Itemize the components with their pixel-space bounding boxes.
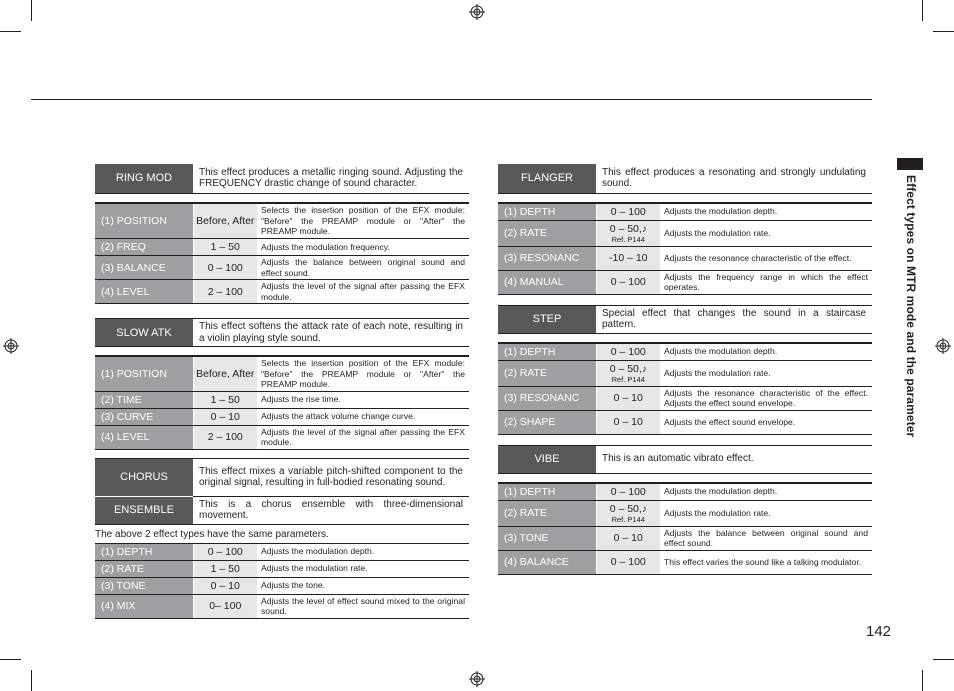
param-description: This effect varies the sound like a talking modulator. — [660, 550, 872, 574]
vibe-table — [498, 445, 872, 575]
chorus-table — [95, 458, 469, 525]
param-range: 0 – 100 — [596, 550, 660, 574]
param-description: Adjusts the tone. — [257, 577, 469, 594]
param-range: 0 – 100 — [596, 483, 660, 501]
page-reference: Ref. P144 — [611, 374, 645, 384]
param-name: (1) DEPTH — [95, 544, 193, 561]
registration-mark-icon — [935, 338, 951, 354]
param-name: (3) CURVE — [95, 408, 193, 425]
param-description: Adjusts the level of the signal after passing the EFX module. — [257, 280, 469, 304]
param-range: 0 – 10 — [596, 410, 660, 434]
effect-description: This effect softens the attack rate of each note, resulting in a violin playing style sound. — [193, 319, 469, 347]
param-range: 0 – 100 — [193, 544, 257, 561]
param-description: Adjusts the modulation rate. — [660, 500, 872, 526]
param-description: Adjusts the modulation depth. — [660, 343, 872, 361]
section-title: Effect types on MTR mode and the parameter — [904, 175, 918, 438]
param-range: 2 – 100 — [193, 280, 257, 304]
param-range: Before, After — [193, 203, 257, 239]
param-name: (3) RESONANC — [498, 246, 596, 270]
param-range: 0 – 100 — [193, 256, 257, 280]
param-range: -10 – 10 — [596, 246, 660, 270]
param-description: Adjusts the level of the signal after passing the EFX module. — [257, 425, 469, 449]
param-description: Adjusts the modulation frequency. — [257, 239, 469, 256]
param-name: (4) MANUAL — [498, 270, 596, 294]
step-table — [498, 305, 872, 435]
effect-name: STEP — [498, 305, 596, 333]
eighth-note-icon: ♪ — [641, 223, 647, 235]
param-name: (4) BALANCE — [498, 550, 596, 574]
param-name: (3) RESONANC — [498, 386, 596, 410]
param-description: Selects the insertion position of the EFX module: "Before" the PREAMP module or "After" the PREAMP module. — [257, 356, 469, 391]
param-name: (2) RATE — [498, 360, 596, 386]
range-value: 0 – 50, — [609, 502, 642, 515]
param-range: 0 – 100 — [596, 270, 660, 294]
param-range: 1 – 50 — [193, 560, 257, 577]
param-description: Adjusts the balance between original sound and effect sound. — [257, 256, 469, 280]
param-name: (4) MIX — [95, 594, 193, 618]
effect-description: Special effect that changes the sound in a staircase pattern. — [596, 305, 872, 333]
flanger-table — [498, 164, 872, 295]
page-number: 142 — [866, 623, 892, 640]
param-range — [596, 220, 660, 246]
crop-mark — [922, 670, 923, 691]
page-reference: Ref. P144 — [611, 234, 645, 244]
param-description: Adjusts the modulation rate. — [660, 360, 872, 386]
effect-name: SLOW ATK — [95, 319, 193, 347]
param-range: 0 – 10 — [596, 526, 660, 550]
param-name: (2) RATE — [95, 560, 193, 577]
chorus-params-table — [95, 544, 469, 619]
param-description: Adjusts the rise time. — [257, 391, 469, 408]
param-name: (2) FREQ — [95, 239, 193, 256]
param-range: Before, After — [193, 356, 257, 391]
param-name: (2) SHAPE — [498, 410, 596, 434]
crop-mark — [933, 659, 954, 660]
param-name: (1) POSITION — [95, 203, 193, 239]
effect-name: ENSEMBLE — [95, 496, 193, 524]
param-range: 2 – 100 — [193, 425, 257, 449]
effect-name: RING MOD — [95, 164, 193, 193]
shared-parameters-note: The above 2 effect types have the same parameters. — [95, 525, 469, 544]
param-name: (4) LEVEL — [95, 280, 193, 304]
crop-mark — [31, 670, 32, 691]
param-range: 0 – 10 — [193, 577, 257, 594]
crop-mark — [0, 31, 21, 32]
param-description: Adjusts the modulation depth. — [660, 203, 872, 221]
section-tab — [897, 158, 923, 170]
registration-mark-icon — [469, 4, 485, 20]
param-name: (1) DEPTH — [498, 203, 596, 221]
param-range: 1 – 50 — [193, 239, 257, 256]
param-description: Selects the insertion position of the EFX module: "Before" the PREAMP module or "After" the PREAMP module. — [257, 203, 469, 239]
effect-name: FLANGER — [498, 164, 596, 193]
eighth-note-icon: ♪ — [641, 503, 647, 515]
param-range: 1 – 50 — [193, 391, 257, 408]
range-value: 0 – 50, — [609, 222, 642, 235]
crop-mark — [31, 0, 32, 21]
param-description: Adjusts the level of effect sound mixed to the original sound. — [257, 594, 469, 618]
param-description: Adjusts the resonance characteristic of the effect. — [660, 246, 872, 270]
param-name: (2) RATE — [498, 220, 596, 246]
param-range — [596, 500, 660, 526]
param-name: (1) DEPTH — [498, 343, 596, 361]
param-description: Adjusts the effect sound envelope. — [660, 410, 872, 434]
ring-mod-table — [95, 164, 469, 304]
effect-description: This effect produces a metallic ringing sound. Adjusting the FREQUENCY drastic change of sound character. — [193, 164, 469, 193]
param-name: (2) TIME — [95, 391, 193, 408]
right-column — [498, 164, 872, 575]
effect-description: This effect produces a resonating and strongly undulating sound. — [596, 164, 872, 193]
effect-description: This effect mixes a variable pitch-shifted component to the original signal, resulting in full-bodied resonating sound. — [193, 458, 469, 496]
param-range: 0 – 10 — [193, 408, 257, 425]
param-description: Adjusts the modulation depth. — [660, 483, 872, 501]
left-column — [95, 164, 469, 619]
effect-description: This is an automatic vibrato effect. — [596, 445, 872, 473]
header-rule — [31, 99, 872, 100]
param-name: (4) LEVEL — [95, 425, 193, 449]
crop-mark — [922, 0, 923, 21]
param-range: 0 – 10 — [596, 386, 660, 410]
registration-mark-icon — [3, 338, 19, 354]
eighth-note-icon: ♪ — [641, 363, 647, 375]
effect-name: CHORUS — [95, 458, 193, 496]
param-name: (3) TONE — [95, 577, 193, 594]
registration-mark-icon — [469, 671, 485, 687]
param-range: 0– 100 — [193, 594, 257, 618]
range-value: 0 – 50, — [609, 362, 642, 375]
param-description: Adjusts the modulation depth. — [257, 544, 469, 561]
param-range: 0 – 100 — [596, 343, 660, 361]
param-name: (1) POSITION — [95, 356, 193, 391]
param-name: (3) BALANCE — [95, 256, 193, 280]
page-reference: Ref. P144 — [611, 514, 645, 524]
param-description: Adjusts the modulation rate. — [660, 220, 872, 246]
slow-atk-table — [95, 318, 469, 450]
param-description: Adjusts the attack volume change curve. — [257, 408, 469, 425]
param-name: (3) TONE — [498, 526, 596, 550]
effect-description: This is a chorus ensemble with three-dimensional movement. — [193, 496, 469, 524]
crop-mark — [0, 659, 21, 660]
param-name: (2) RATE — [498, 500, 596, 526]
param-range: 0 – 100 — [596, 203, 660, 221]
param-description: Adjusts the resonance characteristic of the effect. Adjusts the effect sound envelope. — [660, 386, 872, 410]
param-description: Adjusts the balance between original sound and effect sound. — [660, 526, 872, 550]
param-range — [596, 360, 660, 386]
crop-mark — [933, 31, 954, 32]
param-description: Adjusts the frequency range in which the effect operates. — [660, 270, 872, 294]
effect-name: VIBE — [498, 445, 596, 473]
param-description: Adjusts the modulation rate. — [257, 560, 469, 577]
param-name: (1) DEPTH — [498, 483, 596, 501]
